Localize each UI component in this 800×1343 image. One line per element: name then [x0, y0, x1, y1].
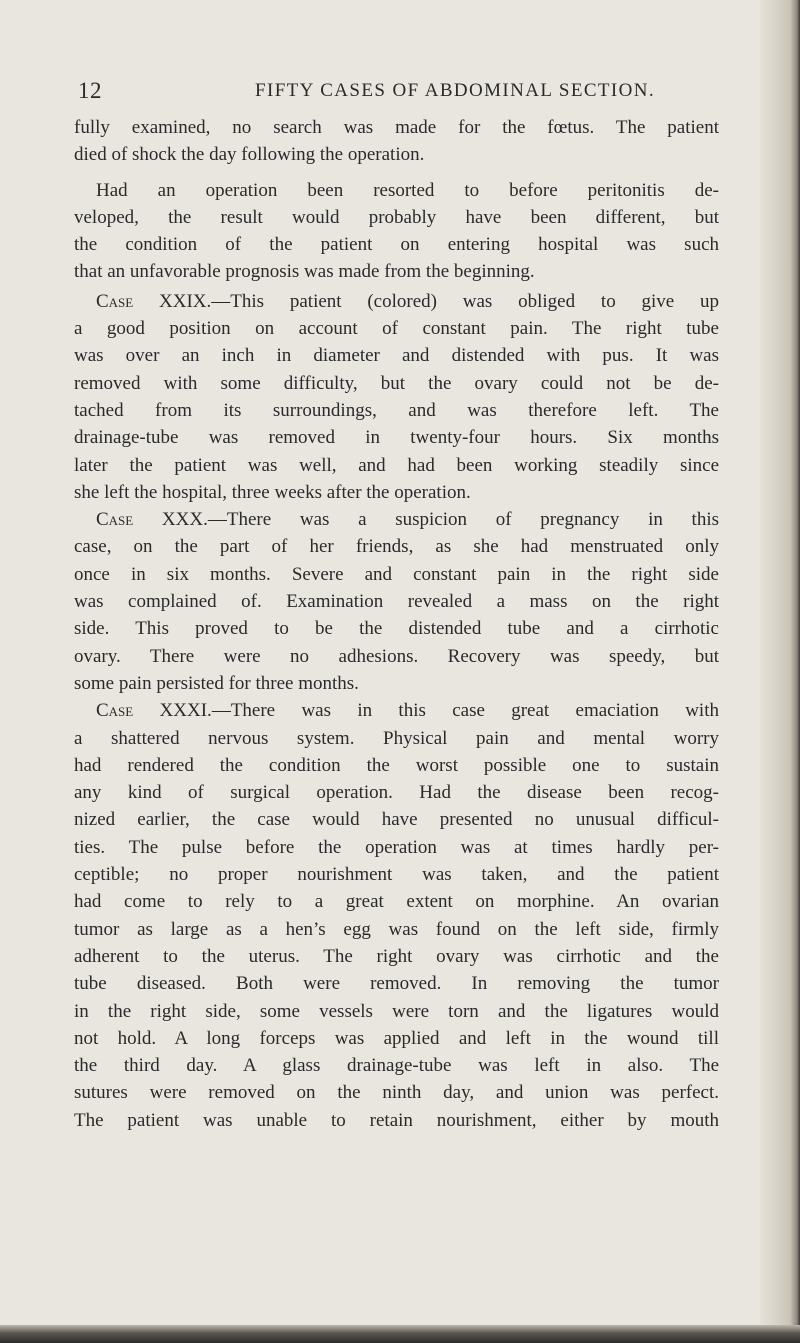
text-line: was over an inch in diameter and distended with pus. It was — [74, 345, 719, 367]
page-header — [78, 78, 718, 110]
text-line: fully examined, no search was made for the fœtus. The patient — [74, 117, 719, 138]
text-line: adherent to the uterus. The right ovary was cirrhotic and the — [74, 945, 719, 967]
text-line-rest: —There was in this case great emaciation with — [211, 700, 719, 722]
text-line: The patient was unable to retain nourishment, either by mouth — [74, 1109, 719, 1131]
body-text — [74, 114, 719, 1134]
text-line — [74, 506, 719, 533]
text-line: Had an operation been resorted to before peritonitis de- — [96, 179, 719, 201]
text-line: sutures were removed on the ninth day, and union was perfect. — [74, 1082, 719, 1104]
text-line: veloped, the result would probably have been different, but — [74, 206, 719, 228]
case-label: Case XXX. — [96, 509, 208, 531]
text-line: she left the hospital, three weeks after the operation. — [74, 481, 471, 503]
paragraph — [74, 177, 719, 286]
text-line-rest: —This patient (colored) was obliged to give up — [211, 290, 719, 312]
text-line: any kind of surgical operation. Had the disease been recog- — [74, 782, 719, 804]
case-paragraph — [74, 506, 719, 697]
paragraph — [74, 114, 719, 169]
text-line: a good position on account of constant pain. The right tube — [74, 318, 719, 340]
case-label: Case XXXI. — [96, 700, 212, 722]
text-line: in the right side, some vessels were torn and the ligatures would — [74, 1000, 719, 1022]
text-line: nized earlier, the case would have presented no unusual difficul- — [74, 809, 719, 831]
text-line: ceptible; no proper nourishment was taken, and the patient — [74, 864, 719, 886]
text-line: the third day. A glass drainage-tube was left in also. The — [74, 1055, 719, 1077]
text-line — [74, 697, 719, 724]
text-line: later the patient was well, and had been working steadily since — [74, 454, 719, 476]
text-line: some pain persisted for three months. — [74, 672, 359, 694]
text-line: a shattered nervous system. Physical pain and mental worry — [74, 727, 719, 749]
text-line: tumor as large as a hen’s egg was found on the left side, firmly — [74, 918, 719, 940]
text-line: ties. The pulse before the operation was at times hardly per- — [74, 836, 719, 858]
text-line: tube diseased. Both were removed. In removing the tumor — [74, 973, 719, 995]
text-line — [74, 288, 719, 315]
page-edge-shadow-bottom — [0, 1325, 800, 1343]
text-line: that an unfavorable prognosis was made from the beginning. — [74, 261, 535, 283]
case-paragraph — [74, 697, 719, 1134]
case-paragraph — [74, 288, 719, 506]
text-line: ovary. There were no adhesions. Recovery was speedy, but — [74, 645, 719, 667]
text-line: was complained of. Examination revealed a mass on the right — [74, 591, 719, 613]
page-number: 12 — [78, 78, 102, 103]
text-line: the condition of the patient on entering hospital was such — [74, 234, 719, 256]
case-label: Case XXIX. — [96, 290, 212, 312]
text-line: drainage-tube was removed in twenty-four hours. Six months — [74, 427, 719, 449]
text-line: had come to rely to a great extent on morphine. An ovarian — [74, 891, 719, 913]
text-line: not hold. A long forceps was applied and left in the wound till — [74, 1027, 719, 1049]
text-line: once in six months. Severe and constant pain in the right side — [74, 563, 719, 585]
text-line-rest: —There was a suspicion of pregnancy in this — [207, 509, 719, 531]
text-line: removed with some difficulty, but the ovary could not be de- — [74, 372, 719, 394]
text-line: had rendered the condition the worst possible one to sustain — [74, 754, 719, 776]
page-edge-shadow-right — [760, 0, 800, 1343]
running-title: FIFTY CASES OF ABDOMINAL SECTION. — [255, 80, 656, 101]
text-line: side. This proved to be the distended tube and a cirrhotic — [74, 618, 719, 640]
text-line: tached from its surroundings, and was therefore left. The — [74, 399, 719, 421]
text-line: died of shock the day following the operation. — [74, 144, 425, 166]
text-line: case, on the part of her friends, as she had menstruated only — [74, 536, 719, 558]
